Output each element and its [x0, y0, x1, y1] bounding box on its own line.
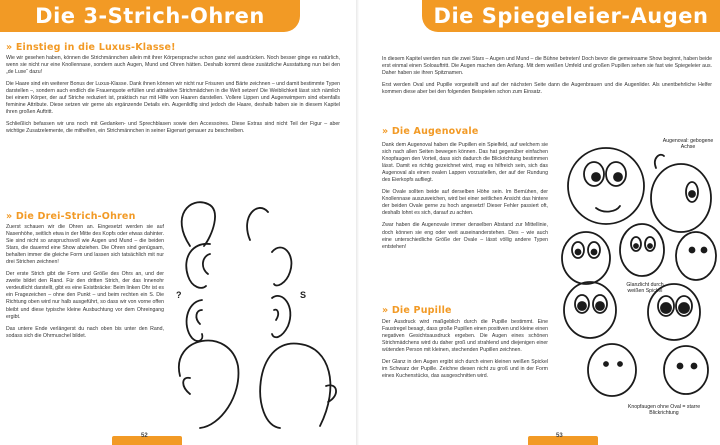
ear-step3-left — [187, 300, 203, 341]
paragraph: Der Glanz in den Augen ergibt sich durch einen kleinen weißen Spickel im Schwarz der Pupille. Zeichne diesen nicht zu groß und in der Form eines Kuchenstücks, das ausgeschnitten wird. — [382, 359, 548, 380]
left-page-title: Die 3-Strich-Ohren — [0, 0, 300, 32]
paragraph: Zwar haben die Augenovale immer denselben Abstand zur Mittellinie, doch können sie eng oder weit auseinanderstehen. Dies – wie auch eine unterschiedliche Größe der Ovale – lässt völlig andere Typen entstehen! — [382, 222, 548, 250]
head-small-3 — [676, 232, 716, 280]
paragraph: Der Ausdruck wird maßgeblich durch die Pupille bestimmt. Eine Faustregel besagt, dass große Pupillen einen positiven und kleine einen negativen Gesichtsausdruck ergeben. Die Augen eines schönen Strichmädchens wird du daher groß und strahlend und diejenigen einer wütenden Person mit kleinen, stechenden Pupillen zeichnen. — [382, 319, 548, 354]
paragraph: Die Ovale sollten beide auf derselben Höhe sein. Im Bemühen, der Knollennase auszuweichen, wird bei einer seitlichen Ansicht das hintere der beiden Ovale gerne zu hoch angesetzt! Dieser Fehler passiert oft, deshalb lohnt es sich, darauf zu achten. — [382, 189, 548, 217]
head-small-4 — [564, 282, 616, 338]
pupille-text — [382, 319, 548, 385]
caption-glanzlicht: Glanzlicht durch weißen Spickel — [626, 282, 664, 295]
head-front — [568, 148, 644, 224]
eye-illustrations — [556, 138, 720, 408]
augenovale-text — [382, 142, 548, 256]
paragraph: Erst werden Oval und Pupille vorgestellt und auf der nächsten Seite dann die Augenbrauen und die Augenlider. Als unentbehrliche Helfer kommen diese aber bei den folgenden Beispielen schon zum Einsatz. — [382, 82, 712, 96]
label-s: S — [300, 290, 307, 300]
head-small-2 — [620, 224, 664, 276]
head-small-1 — [562, 232, 610, 284]
section-heading-pupille: » Die Pupille — [382, 305, 452, 316]
section-heading-augenovale: » Die Augenovale — [382, 126, 479, 137]
einstieg-text — [6, 55, 340, 140]
ear-step3-right — [272, 296, 290, 337]
paragraph: Das untere Ende verlängerst du nach oben bis unter den Rand, sodass sich die Ohrmuschel bildet. — [6, 325, 164, 339]
ear-step1-left — [182, 202, 215, 246]
head-right — [260, 343, 330, 428]
ear-step2-left — [186, 244, 210, 288]
footer-bar-right — [528, 436, 598, 445]
head-side — [651, 164, 711, 232]
paragraph: Schließlich befassen wir uns noch mit Gedanken- und Sprechblasen sowie den Accessoires. Diese Extras sind nicht Teil der Figur – aber wichtige Zusatzelemente, die mithelfen, ein Strichmännchen in seiner Eigenart genauer zu beschreiben. — [6, 121, 340, 135]
head-left — [179, 341, 239, 428]
ohren-text — [6, 224, 164, 345]
right-page-title: Die Spiegeleier-Augen — [422, 0, 720, 32]
ear-step2-right — [272, 248, 291, 286]
ear-step1-right — [247, 208, 268, 240]
head-knopf — [588, 344, 636, 396]
paragraph: Der erste Strich gibt die Form und Größe des Ohrs an, und der zweite bildet den Rand. Für den dritten Strich, der das Innenohr verdeutlicht darstellt, gibt es eine Existbräcke: Beim linken Ohr ist es ein Fragezeichen – ohne den Punkt – und beim rechten ein S. Die Richtung oben wird nur halb ausgeführt, so dass wir von vorne offen bleibt und diese typische kleine Ausbuchtung vor dem Ohreingang ergibt. — [6, 271, 164, 320]
paragraph: Die Haare sind ein weiterer Bonus der Luxus-Klasse. Dank ihnen können wir nicht nur Frisuren und Bärte zeichnen – und damit bestimmte Typen darstellen –, sondern auch endlich die Frauenquote erfüllen und attraktive Strichmädchen in die Welt setzen! Die Weiblichkeit lässt sich nämlich bei einem Körper, der auf Striche reduziert ist, praktisch nur mit Hilfe von Haaren darstellen. Vollere Lippen und Augenwimpern sind ebenfalls feminine Attribute. Diese setzen wir gerne als ergänzende Details ein. Augenlidfig sind jedoch die Haare, deshalb haben sie in diesem Kapitel ihren großen Auftritt. — [6, 81, 340, 116]
right-page — [360, 0, 720, 445]
label-question: ? — [176, 290, 182, 300]
page-number-right: 53 — [556, 433, 563, 439]
section-heading-ohren: » Die Drei-Strich-Ohren — [6, 211, 136, 222]
page-number-left: 52 — [141, 433, 148, 439]
paragraph: Wie wir gesehen haben, können die Strichmännchen allein mit ihrer Körpersprache schon ganz viel ausdrücken. Noch besser ginge es natürlich, wenn sie nicht nur eine Knollennase, sondern auch Augen, Mund und Ohren hätten. Deshalb kommt diese zusätzliche Ausstattung nun bei den „de Luxe“ dazu! — [6, 55, 340, 76]
paragraph: Dank dem Augenoval haben die Pupillen ein Spielfeld, auf welchem sie sich nach allen Seiten bewegen können. Das hat gegenüber einfachen Knopfaugen den Vorteil, dass sich dadurch die Blickrichtung bestimmen lässt. Damit es richtig gezeichnet wird, mag es hilfreich sein, sich das Augenoval als einen ovalen Lappen vorzustellen, der auf der Rundung des Eierkopfs aufliegt. — [382, 142, 548, 184]
paragraph: Zuerst schauen wir die Ohren an. Eingesetzt werden sie auf Nasenhöhe, seitlich etwa in der Mitte des Kopfs oder etwas dahinter. Sie sind nicht so anspruchsvoll wie Augen und Mund – die beiden Stars, die dauernd eine Show abziehen. Die Ohren sind genügsam, behalten immer die gleiche Form und lassen sich tatsächlich mit nur drei Strichen zeichnen! — [6, 224, 164, 266]
caption-augenoval: Augenoval: gebogene Achse — [662, 138, 714, 151]
section-heading-einstieg: » Einstieg in die Luxus-Klasse! — [6, 42, 176, 53]
caption-knopfaugen: Knopfaugen ohne Oval = starre Blickrichtung — [627, 404, 701, 417]
paragraph: In diesem Kapitel werden nun die zwei Stars – Augen und Mund – die Bühne betreten! Doch bevor die gemeinsame Show beginnt, haben beide erst einmal einen Soloauftritt. Die Augen machen den Anfang. Mit dem weißen Umfeld und großen Pupillen sehen sie fast wie Spiegeleier aus. Daher haben sie ihren Spitznamen. — [382, 56, 712, 77]
ear-illustrations — [170, 196, 360, 431]
head-small-5 — [664, 346, 708, 394]
intro-text — [382, 56, 712, 101]
